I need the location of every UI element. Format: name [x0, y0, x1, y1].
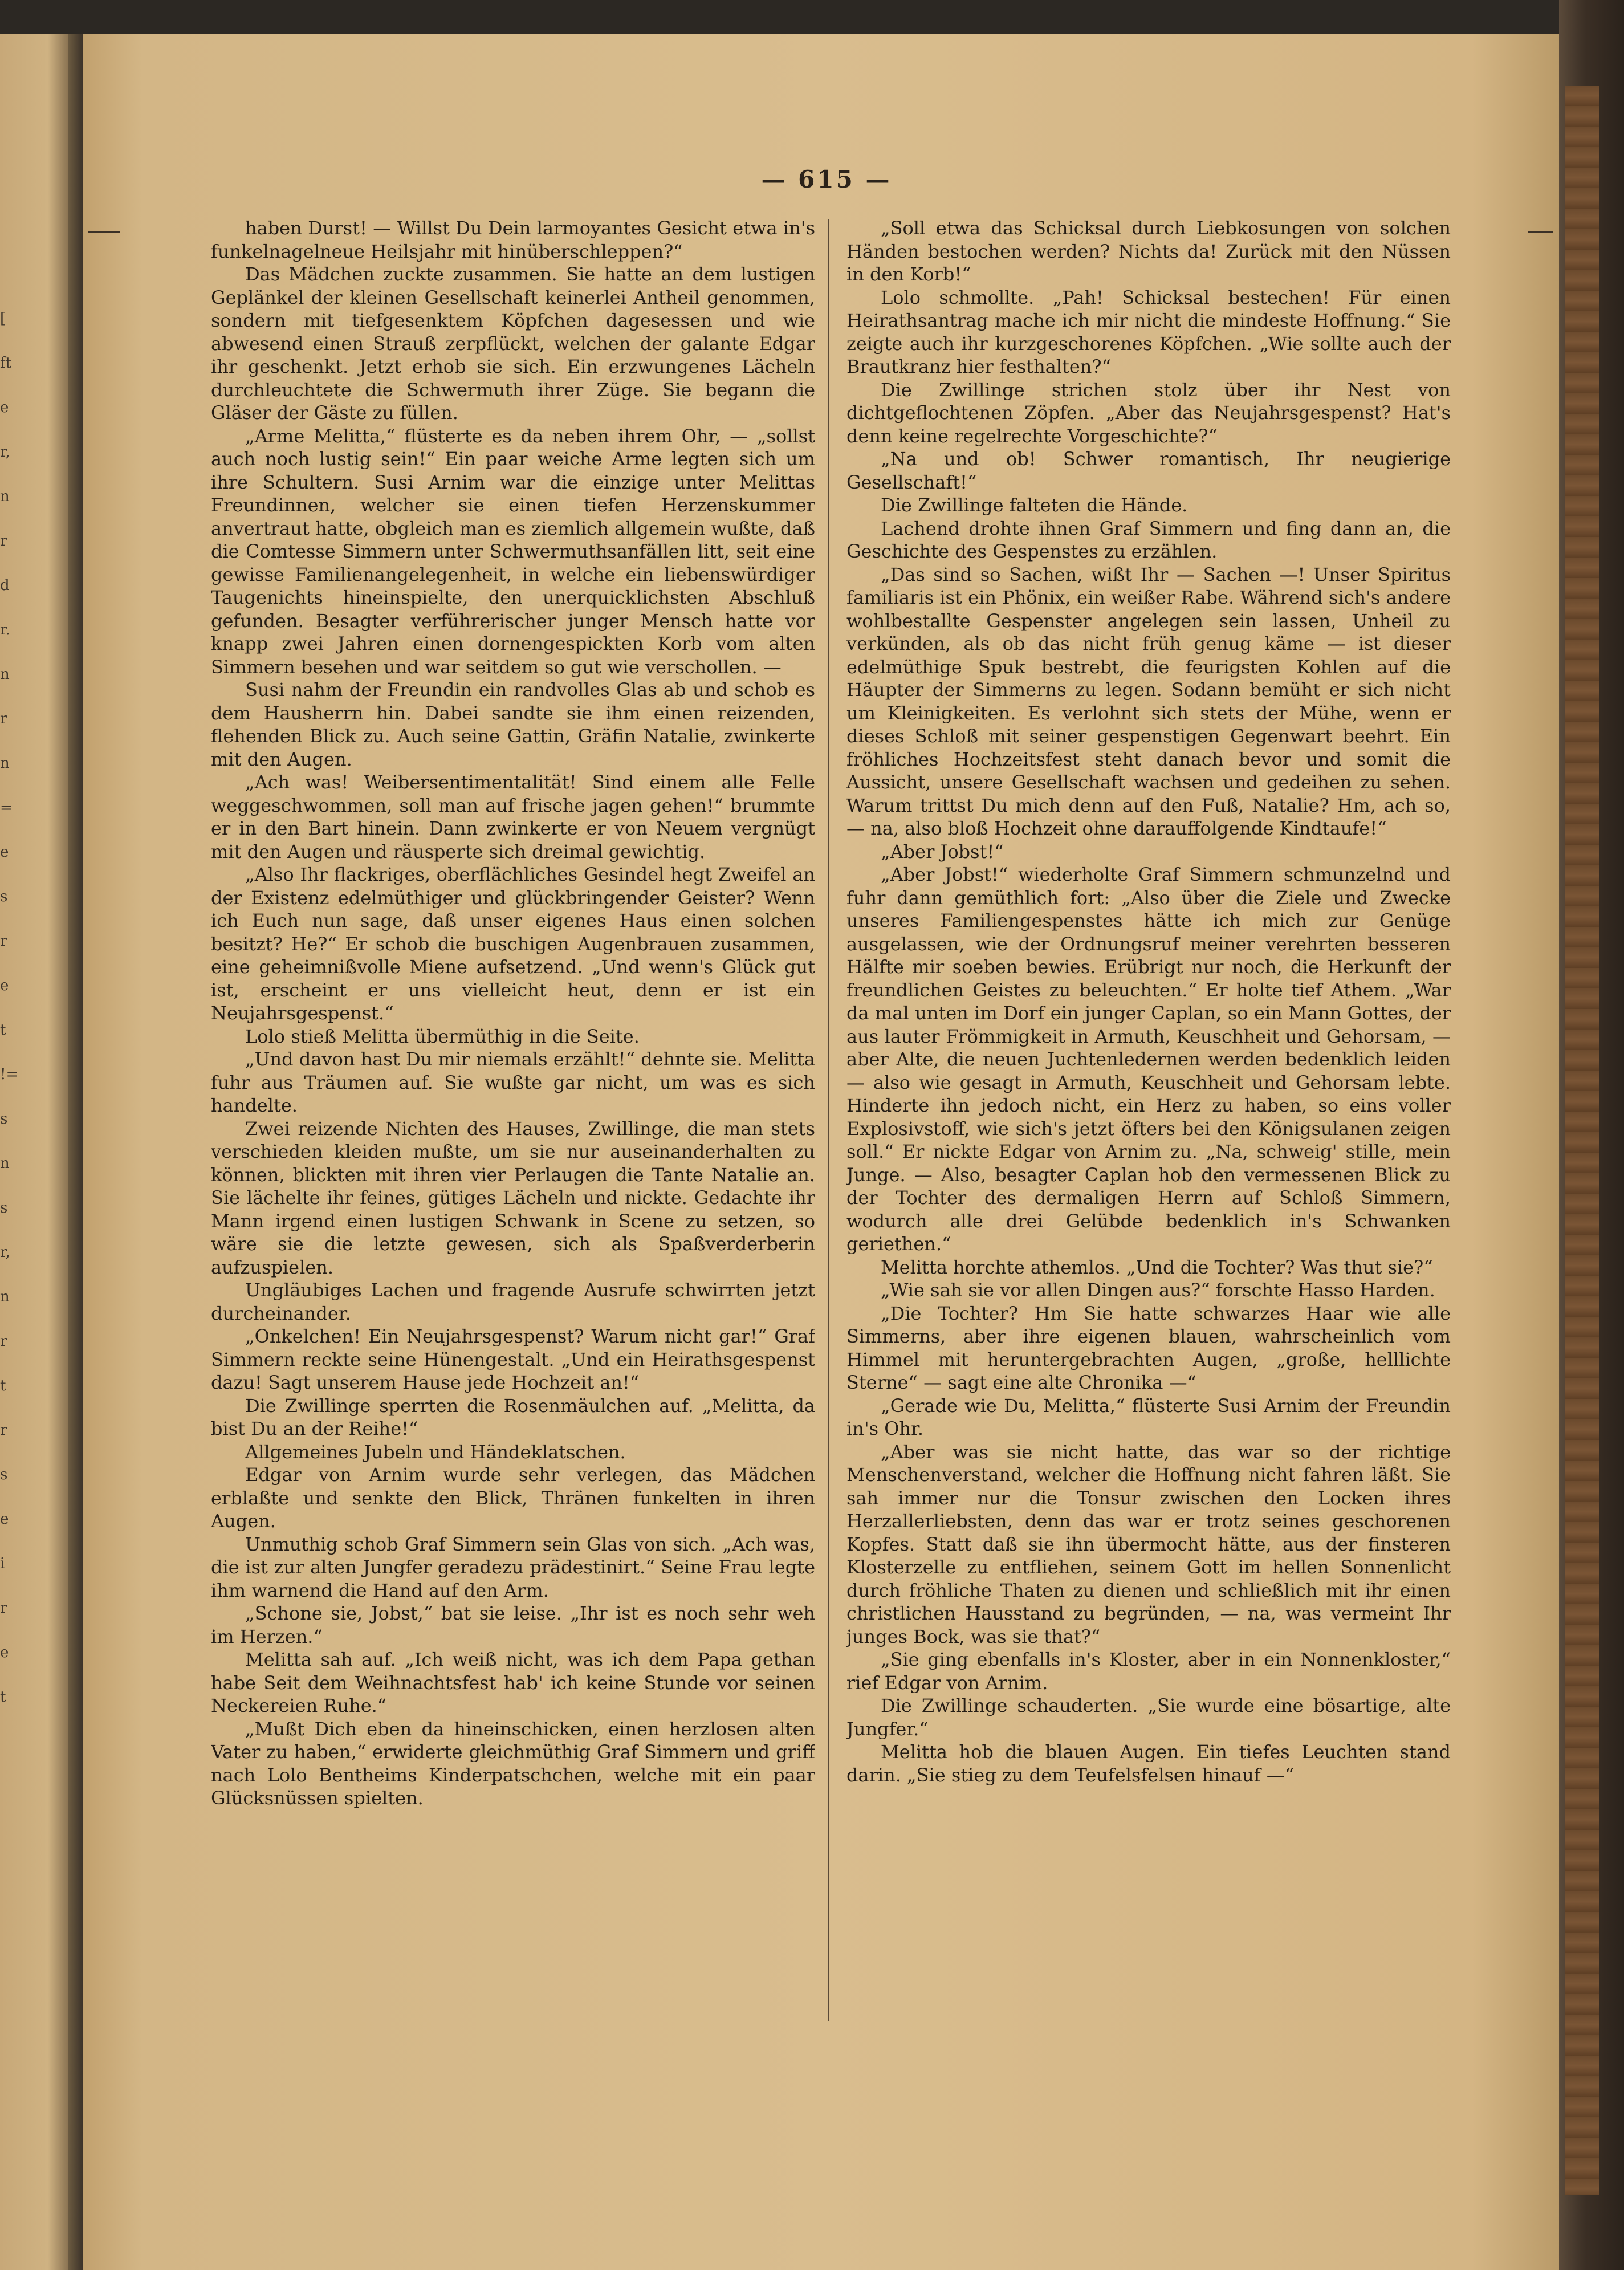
paragraph: Susi nahm der Freundin ein randvolles Glas ab und schob es dem Hausherrn hin. Dabei sandte sie ihm einen reizenden, flehenden Blick zu. Auch seine Gattin, Gräfin Natalie, zwinkerte mit den Augen. [211, 679, 815, 770]
margin-fragment: e [0, 1644, 9, 1661]
paragraph: „Aber Jobst!“ [881, 840, 1004, 863]
paragraph: „Aber Jobst!“ wiederholte Graf Simmern schmunzelnd und fuhr dann gemüthlich fort: „Also über die Ziele und Zwecke unseres Familiengespenstes hätte ich mich zur Genüge ausgelassen, wie der Ordnungsruf meiner verehrten besseren Hälfte mir soeben bewies. Erübrigt nur noch, die Herkunft der freundlichen Geistes zu beleuchten.“ Er holte tief Athem. „War da mal unten im Dorf ein junger Caplan, so ein Mann Gottes, der aus lauter Frömmigkeit in Armuth, Keuschheit und Gehorsam, — aber Alte, die neuen Juchtenledernen werden bedenklich leiden — also wie gesagt in Armuth, Keuschheit und Gehorsam lebte. Hinderte ihn jedoch nicht, ein Herz zu haben, so eins voller Explosivstoff, wie sich's jetzt öfters bei den Königsulanen zeigen soll.“ Er nickte Edgar von Arnim zu. „Na, schweig' stille, mein Junge. — Also, besagter Caplan hob den vermessenen Blick zu der Tochter des dermaligen Herrn auf Schloß Simmern, wodurch alle drei Gelübde bedenklich in's Schwanken geriethen.“ [846, 864, 1451, 1255]
paragraph: Unmuthig schob Graf Simmern sein Glas von sich. „Ach was, die ist zur alten Jungfer geradezu prädestinirt.“ Seine Frau legte ihm warnend die Hand auf den Arm. [211, 1533, 815, 1601]
margin-fragment: r [0, 532, 7, 550]
margin-fragment: [ [0, 310, 6, 327]
paragraph: „Sie ging ebenfalls in's Kloster, aber in ein Nonnenkloster,“ rief Edgar von Arnim. [846, 1649, 1451, 1694]
margin-fragment: ft [0, 355, 12, 372]
margin-fragment: r [0, 933, 7, 950]
text-column-left [211, 217, 815, 2041]
margin-fragment: s [0, 1466, 8, 1483]
paragraph: Lolo schmollte. „Pah! Schicksal bestechen! Für einen Heirathsantrag mache ich mir nicht die mindeste Hoffnung.“ Sie zeigte auch ihr kurzgeschorenes Köpfchen. „Wie sollte auch der Brautkranz hier festhalten?“ [846, 286, 1451, 377]
paragraph: Lachend drohte ihnen Graf Simmern und fing dann an, die Geschichte des Gespenstes zu erzählen. [846, 517, 1451, 562]
paragraph: „Onkelchen! Ein Neujahrsgespenst? Warum nicht gar!“ Graf Simmern reckte seine Hünengestalt. „Und ein Heirathsgespenst dazu! Sagt unserem Hause jede Hochzeit an!“ [211, 1325, 815, 1393]
paragraph: Die Zwillinge schauderten. „Sie wurde eine bösartige, alte Jungfer.“ [846, 1695, 1451, 1740]
paragraph: haben Durst! — Willst Du Dein larmoyantes Gesicht etwa in's funkelnagelneue Heilsjahr mit hinüberschleppen?“ [211, 217, 815, 262]
paragraph: Melitta sah auf. „Ich weiß nicht, was ich dem Papa gethan habe Seit dem Weihnachtsfest hab' ich keine Stunde vor seinen Neckereien Ruhe.“ [211, 1649, 815, 1716]
margin-fragment: r, [0, 444, 10, 461]
margin-fragment: s [0, 1110, 8, 1128]
margin-fragment: s [0, 888, 8, 905]
margin-fragment: != [0, 1066, 19, 1083]
margin-fragment: = [0, 799, 13, 816]
margin-fragment: n [0, 1155, 10, 1172]
margin-fragment: t [0, 1689, 6, 1706]
paragraph: „Also Ihr flackriges, oberflächliches Gesindel hegt Zweifel an der Existenz edelmüthiger und glückbringender Geister? Wenn ich Euch nun sage, daß unser eigenes Haus einen solchen besitzt? He?“ Er schob die buschigen Augenbrauen zusammen, eine geheimnißvolle Miene aufsetzend. „Und wenn's Glück gut ist, erscheint er uns vielleicht heut, denn er ist ein Neujahrsgespenst.“ [211, 864, 815, 1024]
margin-fragment: t [0, 1377, 6, 1394]
paragraph: Edgar von Arnim wurde sehr verlegen, das Mädchen erblaßte und senkte den Blick, Thränen funkelten in ihren Augen. [211, 1464, 815, 1532]
book-gutter [68, 34, 83, 2270]
paragraph: „Soll etwa das Schicksal durch Liebkosungen von solchen Händen bestochen werden? Nichts da! Zurück mit den Nüssen in den Korb!“ [846, 217, 1451, 285]
margin-fragment: r [0, 1600, 7, 1617]
margin-tick-right [1528, 231, 1553, 233]
margin-fragment: s [0, 1199, 8, 1217]
margin-fragment: d [0, 577, 10, 594]
paragraph: Die Zwillinge strichen stolz über ihr Nest von dichtgeflochtenen Zöpfen. „Aber das Neujahrsgespenst? Hat's denn keine regelrechte Vorgeschichte?“ [846, 379, 1451, 447]
paragraph: „Aber was sie nicht hatte, das war so der richtige Menschenverstand, welcher die Hoffnung nicht fahren läßt. Sie sah immer nur die Tonsur zwischen den Locken ihres Herzallerliebsten, denn das war er trotz seines geschorenen Kopfes. Statt daß sie ihn übermocht hätte, aus der finsteren Klosterzelle zu entfliehen, seinem Gott im hellen Sonnenlicht durch fröhliche Thaten zu dienen und schließlich mit ihr einen christlichen Hausstand zu begründen, — na, was vermeint Ihr junges Bock, was sie that?“ [846, 1441, 1451, 1647]
paragraph: Ungläubiges Lachen und fragende Ausrufe schwirrten jetzt durcheinander. [211, 1279, 815, 1324]
paragraph: „Schone sie, Jobst,“ bat sie leise. „Ihr ist es noch sehr weh im Herzen.“ [211, 1602, 815, 1647]
previous-page-edge [0, 34, 68, 2270]
margin-tick-left [88, 231, 120, 233]
margin-fragment: r. [0, 621, 10, 638]
margin-fragment: n [0, 1288, 10, 1305]
paragraph: Das Mädchen zuckte zusammen. Sie hatte an dem lustigen Geplänkel der kleinen Gesellschaft keinerlei Antheil genommen, sondern mit tiefgesenktem Köpfchen dagesessen und wie abwesend einen Strauß zerpflückt, welchen der galante Edgar ihr geschenkt. Jetzt erhob sie sich. Ein erzwungenes Lächeln durchleuchtete die Schwermuth ihrer Züge. Sie begann die Gläser der Gäste zu füllen. [211, 263, 815, 424]
margin-fragment: n [0, 488, 10, 505]
paragraph: Die Zwillinge falteten die Hände. [881, 494, 1188, 516]
paragraph: „Na und ob! Schwer romantisch, Ihr neugierige Gesellschaft!“ [846, 448, 1451, 493]
paragraph: Die Zwillinge sperrten die Rosenmäulchen auf. „Melitta, da bist Du an der Reihe!“ [211, 1394, 815, 1439]
text-column-right [846, 217, 1451, 2041]
paragraph: Zwei reizende Nichten des Hauses, Zwillinge, die man stets verschieden kleiden mußte, um sie nur auseinanderhalten zu können, blickten mit ihren vier Perlaugen die Tante Natalie an. Sie lächelte ihr feines, gütiges Lächeln und nickte. Gedachte ihr Mann irgend einen lustigen Schwank in Scene zu setzen, so wäre sie die letzte gewesen, sich als Spaßverderberin aufzuspielen. [211, 1117, 815, 1278]
margin-fragment: n [0, 755, 10, 772]
margin-fragment: r, [0, 1244, 10, 1261]
paragraph: „Und davon hast Du mir niemals erzählt!“ dehnte sie. Melitta fuhr aus Träumen auf. Sie wußte gar nicht, um was es sich handelte. [211, 1048, 815, 1116]
margin-fragment: r [0, 1333, 7, 1350]
paragraph: Allgemeines Jubeln und Händeklatschen. [245, 1441, 626, 1463]
previous-page-text-fragments [0, 296, 23, 1706]
margin-fragment: e [0, 977, 9, 994]
paragraph: „Die Tochter? Hm Sie hatte schwarzes Haar wie alle Simmerns, aber ihre eigenen blauen, wahrscheinlich vom Himmel mit heruntergebrachten Augen, „große, helllichte Sterne“ — sagt eine alte Chronika —“ [846, 1302, 1451, 1393]
paragraph: „Ach was! Weibersentimentalität! Sind einem alle Felle weggeschwommen, soll man auf frische jagen gehen!“ brummte er in den Bart hinein. Dann zwinkerte er von Neuem vergnügt mit den Augen und räusperte sich dreimal gewichtig. [211, 771, 815, 863]
paragraph: „Mußt Dich eben da hineinschicken, einen herzlosen alten Vater zu haben,“ erwiderte gleichmüthig Graf Simmern und griff nach Lolo Bentheims Kinderpatschchen, welche mit ein paar Glücksnüssen spielten. [211, 1718, 815, 1809]
margin-fragment: r [0, 710, 7, 727]
margin-fragment: r [0, 1422, 7, 1439]
column-divider [828, 219, 829, 2021]
margin-fragment: t [0, 1022, 6, 1039]
margin-fragment: e [0, 399, 9, 416]
paragraph: „Arme Melitta,“ flüsterte es da neben ihrem Ohr, — „sollst auch noch lustig sein!“ Ein paar weiche Arme legten sich um ihre Schultern. Susi Arnim war die einzige unter Melittas Freundinnen, welcher sie einen tiefen Herzenskummer anvertraut hatte, obgleich man es ziemlich allgemein wußte, daß die Comtesse Simmern unter Schwermuthsanfällen litt, seit eine gewisse Familienangelegenheit, in welche ein liebenswürdiger Taugenichts hineinspielte, den unerquicklichsten Abschluß gefunden. Besagter verführerischer junger Mensch hatte vor knapp zwei Jahren einen dornengespickten Korb vom alten Simmern besehen und war seitdem so gut wie verschollen. — [211, 425, 815, 678]
margin-fragment: n [0, 666, 10, 683]
margin-fragment: e [0, 1511, 9, 1528]
book-spine-edge [1565, 86, 1599, 2195]
paragraph: „Das sind so Sachen, wißt Ihr — Sachen —! Unser Spiritus familiaris ist ein Phönix, ein weißer Rabe. Während sich's andere wohlbestallte Gespenster angelegen sein lassen, Unheil zu verkünden, als ob das nicht früh genug käme — ist dieser edelmüthige Spuk bestrebt, die feurigsten Kohlen auf die Häupter der Simmerns zu legen. Sodann bemüht er sich nicht um Kleinigkeiten. Es verlohnt sich stets der Mühe, wenn er dieses Schloß mit seiner gespenstigen Gegenwart beehrt. Ein fröhliches Hochzeitsfest steht danach bevor und somit die Aussicht, unsere Gesellschaft wachsen und gedeihen zu sehen. Warum trittst Du mich denn auf den Fuß, Natalie? Hm, ach so, — na, also bloß Hochzeit ohne darauffolgende Kindtaufe!“ [846, 563, 1451, 839]
paragraph: Lolo stieß Melitta übermüthig in die Seite. [245, 1025, 640, 1047]
paragraph: „Wie sah sie vor allen Dingen aus?“ forschte Hasso Harden. [881, 1279, 1435, 1301]
paragraph: „Gerade wie Du, Melitta,“ flüsterte Susi Arnim der Freundin in's Ohr. [846, 1394, 1451, 1439]
margin-fragment: e [0, 844, 9, 861]
paragraph: Melitta hob die blauen Augen. Ein tiefes Leuchten stand darin. „Sie stieg zu dem Teufelsfelsen hinauf —“ [846, 1741, 1451, 1786]
page-number: — 615 — [761, 165, 892, 193]
margin-fragment: i [0, 1555, 5, 1572]
paragraph: Melitta horchte athemlos. „Und die Tochter? Was thut sie?“ [881, 1256, 1433, 1278]
